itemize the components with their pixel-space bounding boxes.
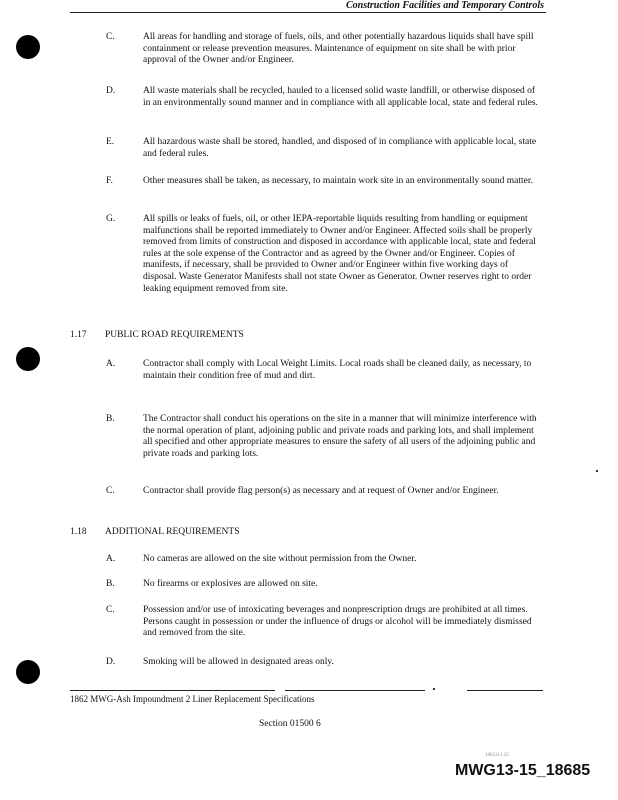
item-text: Contractor shall provide flag person(s) as necessary and at request of Owner and/or Engineer. — [143, 486, 499, 496]
document-id-stamp: MWG13-15_18685 — [455, 762, 591, 779]
item-text: All areas for handling and storage of fuels, oils, and other potentially hazardous liquids shall have spill containment or release prevention measures. Maintenance of equipment on site shall be with prior approval of the Owner and/or Engineer. — [143, 32, 534, 66]
section-title: PUBLIC ROAD REQUIREMENTS — [105, 330, 244, 340]
punch-hole-bottom — [16, 660, 40, 684]
item-letter: D. — [106, 657, 116, 667]
punch-hole-middle — [16, 347, 40, 371]
footer-rule — [70, 690, 275, 691]
item-letter: C. — [106, 486, 115, 496]
item-text: All hazardous waste shall be stored, handled, and disposed of in compliance with applicable local, state and federal rules. — [143, 137, 537, 159]
footer-rule — [285, 690, 425, 691]
item-letter: A. — [106, 554, 116, 564]
section-number: 1.18 — [70, 527, 87, 537]
footer-spec: 1862 MWG-Ash Impoundment 2 Liner Replacement Specifications — [70, 694, 315, 704]
item-text: The Contractor shall conduct his operations on the site in a manner that will minimize interference with the normal operation of plant, adjoining public and private roads and parking lots, and shall implement all specified and other appropriate measures to ensure the safety of all users of the adjoining public and private roads and parking lots. — [143, 414, 537, 459]
header-rule — [70, 12, 546, 13]
item-text: Smoking will be allowed in designated areas only. — [143, 657, 334, 667]
footer-section: Section 01500 6 — [259, 719, 321, 729]
item-text: Other measures shall be taken, as necessary, to maintain work site in an environmentally sound matter. — [143, 176, 533, 186]
item-letter: D. — [106, 86, 116, 96]
footer-rule — [467, 690, 543, 691]
item-letter: B. — [106, 414, 115, 424]
header-title: Construction Facilities and Temporary Controls — [345, 0, 544, 11]
item-text: All spills or leaks of fuels, oil, or other IEPA-reportable liquids resulting from handling or equipment malfunctions shall be reported immediately to Owner and/or Engineer. Affected soils shall be properly removed from limits of construction and disposed in accordance with applicable local, state and federal rules at the sole expense of the Contractor and as agreed by the Owner and/or Engineer. Copies of manifests, if necessary, shall be provided to Owner and/or Engineer within five working days of disposal. Waste Generator Manifests shall not state Owner as Generator. Owner reserves right to order leaking equipment removed from site. — [143, 214, 536, 294]
item-letter: C. — [106, 32, 115, 42]
item-letter: F. — [106, 176, 113, 186]
section-number: 1.17 — [70, 330, 87, 340]
item-letter: B. — [106, 579, 115, 589]
item-text: No firearms or explosives are allowed on site. — [143, 579, 318, 589]
item-text: All waste materials shall be recycled, hauled to a licensed solid waste landfill, or otherwise disposed of in an environmentally sound manner and in compliance with all applicable local, state and federal rules. — [143, 86, 538, 108]
stamp-small: 1862.0.1.15 — [485, 753, 509, 758]
punch-hole-top — [16, 35, 40, 59]
item-letter: E. — [106, 137, 115, 147]
item-text: Possession and/or use of intoxicating beverages and nonprescription drugs are prohibited at all times. Persons caught in possession or under the influence of drugs or alcohol will be immediately dismissed and removed from the site. — [143, 605, 532, 639]
item-text: Contractor shall comply with Local Weight Limits. Local roads shall be cleaned daily, as necessary, to maintain their condition free of mud and dirt. — [143, 359, 532, 381]
speck — [596, 470, 598, 472]
section-title: ADDITIONAL REQUIREMENTS — [105, 527, 240, 537]
item-letter: C. — [106, 605, 115, 615]
speck — [433, 688, 435, 690]
item-letter: G. — [106, 214, 116, 224]
item-letter: A. — [106, 359, 116, 369]
item-text: No cameras are allowed on the site without permission from the Owner. — [143, 554, 417, 564]
